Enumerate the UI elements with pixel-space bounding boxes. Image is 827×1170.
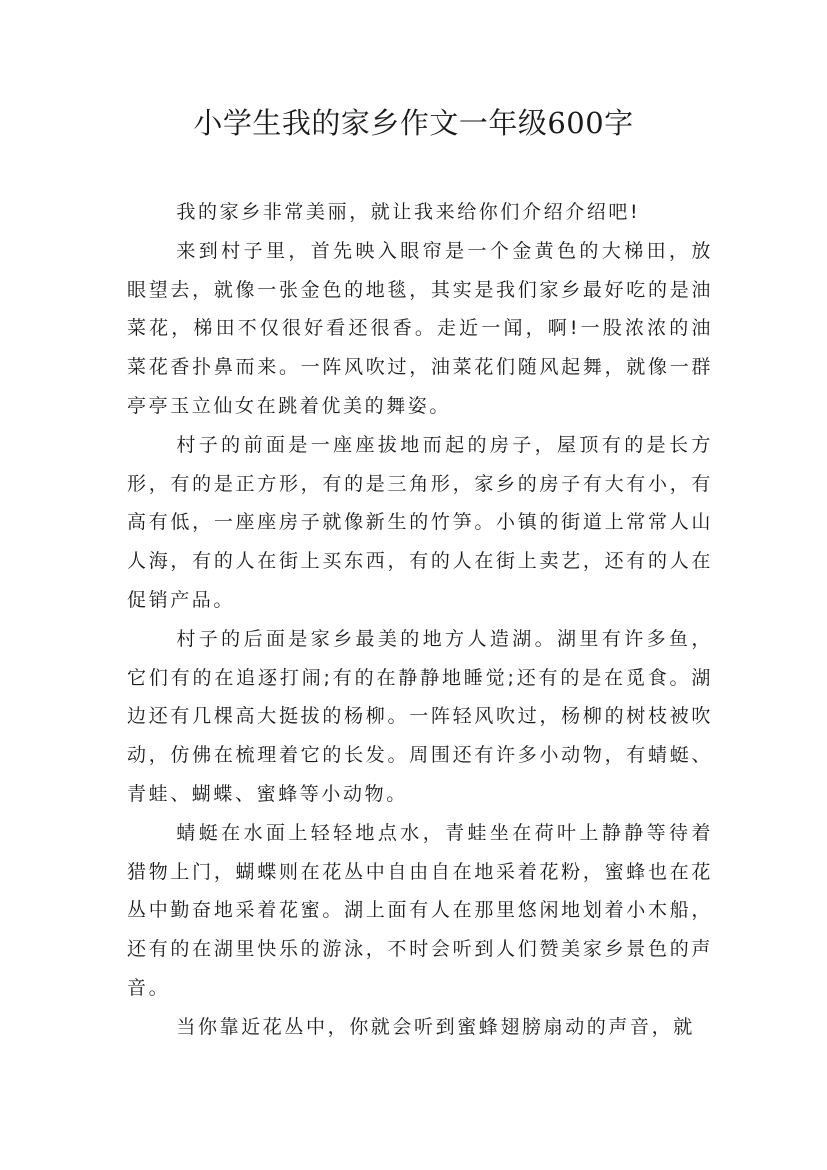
paragraph-1: 我的家乡非常美丽，就让我来给你们介绍介绍吧! — [176, 201, 641, 223]
paragraph-3: 村子的前面是一座座拔地而起的房子，屋顶有的是长方形，有的是正方形，有的是三角形，家乡的房子有大有小，有高有低，一座座房子就像新生的竹笋。小镇的街道上常常人山人海，有的人在街上买东西，有的人在街上卖艺，还有的人在促销产品。 — [127, 433, 713, 611]
article-body — [127, 193, 713, 1047]
paragraph-5: 蜻蜓在水面上轻轻地点水，青蛙坐在荷叶上静静等待着猎物上门，蝴蝶则在花丛中自由自在地采着花粉，蜜蜂也在花丛中勤奋地采着花蜜。湖上面有人在那里悠闲地划着小木船，还有的在湖里快乐的游泳，不时会听到人们赞美家乡景色的声音。 — [127, 821, 713, 999]
page-title: 小学生我的家乡作文一年级600字 — [193, 106, 634, 140]
paragraph-2: 来到村子里，首先映入眼帘是一个金黄色的大梯田，放眼望去，就像一张金色的地毯，其实是我们家乡最好吃的是油菜花，梯田不仅很好看还很香。走近一闻，啊!一股浓浓的油菜花香扑鼻而来。一阵风吹过，油菜花们随风起舞，就像一群亭亭玉立仙女在跳着优美的舞姿。 — [127, 239, 713, 417]
paragraph-4: 村子的后面是家乡最美的地方人造湖。湖里有许多鱼，它们有的在追逐打闹;有的在静静地睡觉;还有的是在觅食。湖边还有几棵高大挺拔的杨柳。一阵轻风吹过，杨柳的树枝被吹动，仿佛在梳理着它的长发。周围还有许多小动物，有蜻蜓、青蛙、蝴蝶、蜜蜂等小动物。 — [127, 627, 713, 805]
paragraph-6: 当你靠近花丛中，你就会听到蜜蜂翅膀扇动的声音，就 — [176, 1015, 695, 1038]
